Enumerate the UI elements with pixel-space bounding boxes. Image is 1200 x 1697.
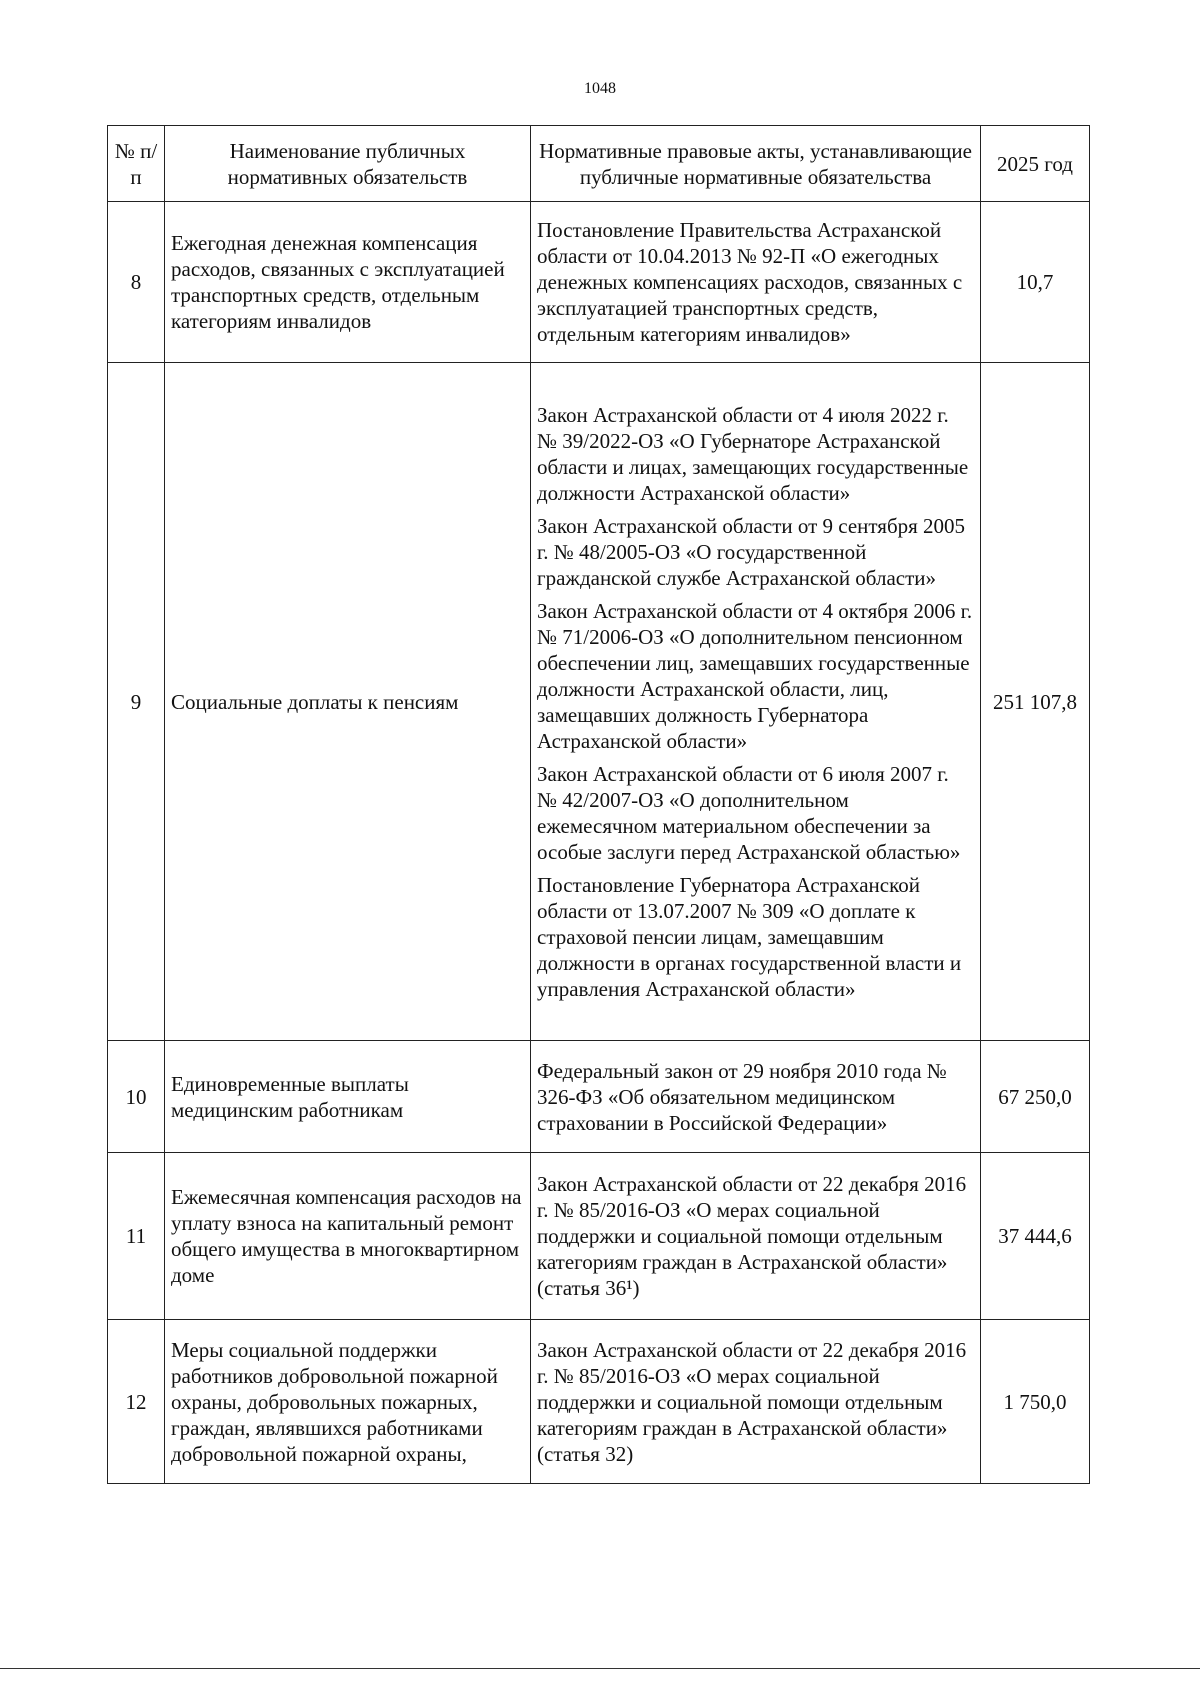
table-row <box>108 1320 1090 1484</box>
row-name: Социальные доплаты к пенсиям <box>165 363 531 1041</box>
header-acts: Нормативные правовые акты, устанавливающие публичные нормативные обязательства <box>531 126 981 202</box>
header-name: Наименование публичных нормативных обязательств <box>165 126 531 202</box>
page-number: 1048 <box>584 80 616 97</box>
legal-act: Закон Астраханской области от 6 июля 2007 г. № 42/2007-ОЗ «О дополнительном ежемесячном материальном обеспечении за особые заслуги перед Астраханской областью» <box>537 761 961 864</box>
table-header-row <box>108 126 1090 202</box>
row-num: 10 <box>108 1041 165 1153</box>
page-bottom-rule <box>0 1668 1200 1669</box>
row-amount: 1 750,0 <box>981 1320 1090 1484</box>
legal-act: Закон Астраханской области от 22 декабря 2016 г. № 85/2016-ОЗ «О мерах социальной поддержки и социальной помощи отдельным категориям граждан в Астраханской области» (статья 32) <box>537 1337 967 1466</box>
row-num: 9 <box>108 363 165 1041</box>
legal-act: Закон Астраханской области от 9 сентября 2005 г. № 48/2005-ОЗ «О государственной гражданской службе Астраханской области» <box>537 513 966 590</box>
table-row <box>108 363 1090 1041</box>
row-acts <box>531 1041 981 1153</box>
legal-act: Закон Астраханской области от 4 июля 2022 г. № 39/2022-ОЗ «О Губернаторе Астраханской области и лицах, замещающих государственные должности Астраханской области» <box>537 402 969 505</box>
legal-act: Постановление Губернатора Астраханской области от 13.07.2007 № 309 «О доплате к страховой пенсии лицам, замещавшим должности в органах государственной власти и управления Астраханской области» <box>537 872 962 1001</box>
row-name: Ежегодная денежная компенсация расходов, связанных с эксплуатацией транспортных средств, отдельным категориям инвалидов <box>165 202 531 363</box>
row-amount: 10,7 <box>981 202 1090 363</box>
row-name: Меры социальной поддержки работников добровольной пожарной охраны, добровольных пожарных, граждан, являвшихся работниками добровольной пожарной охраны, <box>165 1320 531 1484</box>
obligations-table <box>107 125 1090 1484</box>
row-acts <box>531 1153 981 1320</box>
table-row <box>108 1041 1090 1153</box>
legal-act: Постановление Правительства Астраханской области от 10.04.2013 № 92-П «О ежегодных денежных компенсациях расходов, связанных с эксплуатацией транспортных средств, отдельным категориям инвалидов» <box>537 218 963 346</box>
row-num: 8 <box>108 202 165 363</box>
row-num: 12 <box>108 1320 165 1484</box>
table-row <box>108 202 1090 363</box>
legal-act: Закон Астраханской области от 4 октября 2006 г. № 71/2006-ОЗ «О дополнительном пенсионном обеспечении лиц, замещавших государственные должности Астраханской области, лиц, замещавших должность Губернатора Астраханской области» <box>537 598 973 753</box>
row-acts <box>531 363 981 1041</box>
row-name: Ежемесячная компенсация расходов на уплату взноса на капитальный ремонт общего имущества в многоквартирном доме <box>165 1153 531 1320</box>
row-acts <box>531 202 981 363</box>
header-year: 2025 год <box>981 126 1090 202</box>
row-num: 11 <box>108 1153 165 1320</box>
header-num: № п/п <box>108 126 165 202</box>
table-row <box>108 1153 1090 1320</box>
row-amount: 37 444,6 <box>981 1153 1090 1320</box>
legal-act: Федеральный закон от 29 ноября 2010 года № 326-ФЗ «Об обязательном медицинском страховании в Российской Федерации» <box>537 1058 947 1135</box>
row-name: Единовременные выплаты медицинским работникам <box>165 1041 531 1153</box>
row-acts <box>531 1320 981 1484</box>
row-amount: 251 107,8 <box>981 363 1090 1041</box>
legal-act: Закон Астраханской области от 22 декабря 2016 г. № 85/2016-ОЗ «О мерах социальной поддержки и социальной помощи отдельным категориям граждан в Астраханской области» (статья 36¹) <box>537 1172 967 1300</box>
row-amount: 67 250,0 <box>981 1041 1090 1153</box>
